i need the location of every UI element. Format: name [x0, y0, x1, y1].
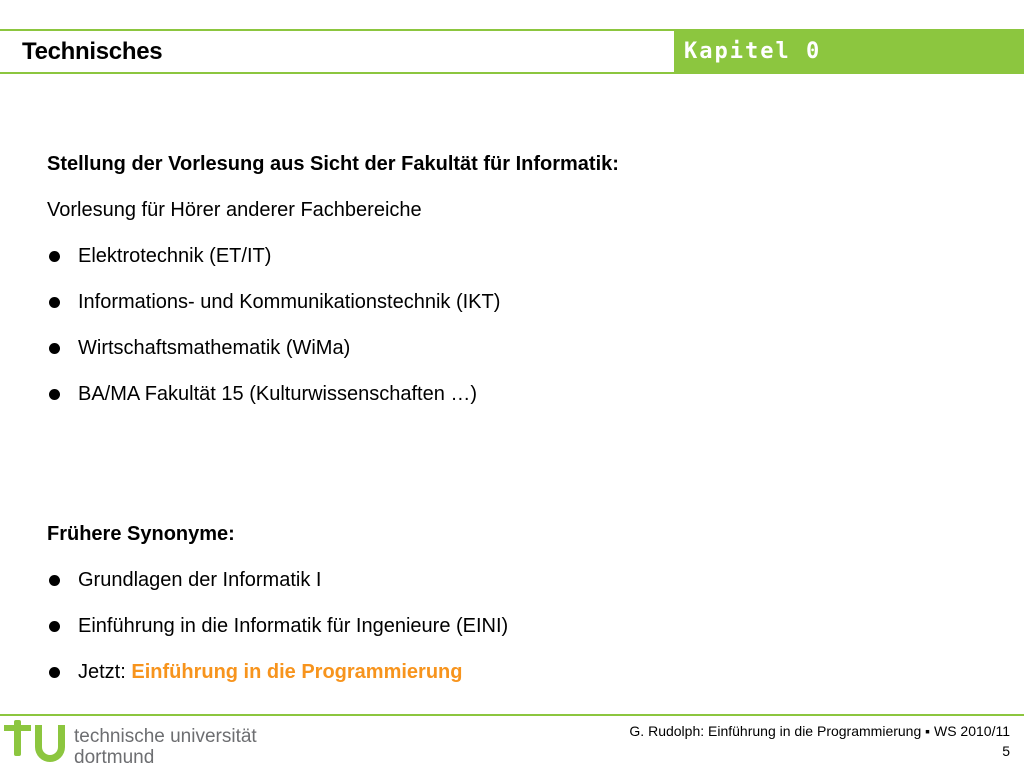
- bullet-icon: [49, 575, 60, 586]
- list-item: [47, 244, 619, 268]
- page-number: 5: [1002, 743, 1010, 759]
- slide-title: Technisches: [22, 38, 163, 65]
- list-item: [47, 336, 619, 360]
- bullet-icon: [49, 251, 60, 262]
- chapter-badge: [674, 31, 1024, 72]
- bullet-list: [47, 568, 508, 684]
- intro-text: Vorlesung für Hörer anderer Fachbereiche: [47, 199, 422, 221]
- list-item-text: BA/MA Fakultät 15 (Kulturwissenschaften …): [78, 383, 478, 405]
- bullet-icon: [49, 621, 60, 632]
- list-item-prefix: Jetzt:: [78, 661, 132, 683]
- list-item: [47, 660, 508, 684]
- chapter-label: Kapitel 0: [684, 39, 822, 64]
- footer-credit: [629, 721, 1010, 761]
- list-item-text: Grundlagen der Informatik I: [78, 569, 322, 591]
- section-heading: Frühere Synonyme:: [47, 523, 235, 545]
- section-former-synonyms: [47, 522, 508, 684]
- footer-rule: [0, 714, 1024, 716]
- bullet-icon: [49, 343, 60, 354]
- header-bottom-rule: [0, 72, 1024, 74]
- bullet-list: [47, 244, 619, 406]
- list-item: [47, 382, 619, 406]
- list-item-text: Informations- und Kommunikationstechnik (IKT): [78, 291, 501, 313]
- bullet-icon: [49, 389, 60, 400]
- section-faculty-position: [47, 152, 619, 406]
- bullet-icon: [49, 297, 60, 308]
- bullet-icon: [49, 667, 60, 678]
- logo-text-university: technische universität: [74, 726, 257, 747]
- section-heading: Stellung der Vorlesung aus Sicht der Fakultät für Informatik:: [47, 153, 619, 175]
- list-item: [47, 568, 508, 592]
- list-item-text: Wirtschaftsmathematik (WiMa): [78, 337, 351, 359]
- list-item-text: Elektrotechnik (ET/IT): [78, 245, 272, 267]
- logo-text-city: dortmund: [74, 747, 155, 766]
- footer-credit-text: G. Rudolph: Einführung in die Programmierung ▪ WS 2010/11: [629, 723, 1010, 739]
- tu-dortmund-logo: [4, 720, 284, 766]
- list-item: [47, 614, 508, 638]
- tu-logo-mark: [4, 720, 65, 762]
- highlighted-course-title: Einführung in die Programmierung: [131, 661, 463, 683]
- list-item: [47, 290, 619, 314]
- list-item-text: Einführung in die Informatik für Ingenieure (EINI): [78, 615, 509, 637]
